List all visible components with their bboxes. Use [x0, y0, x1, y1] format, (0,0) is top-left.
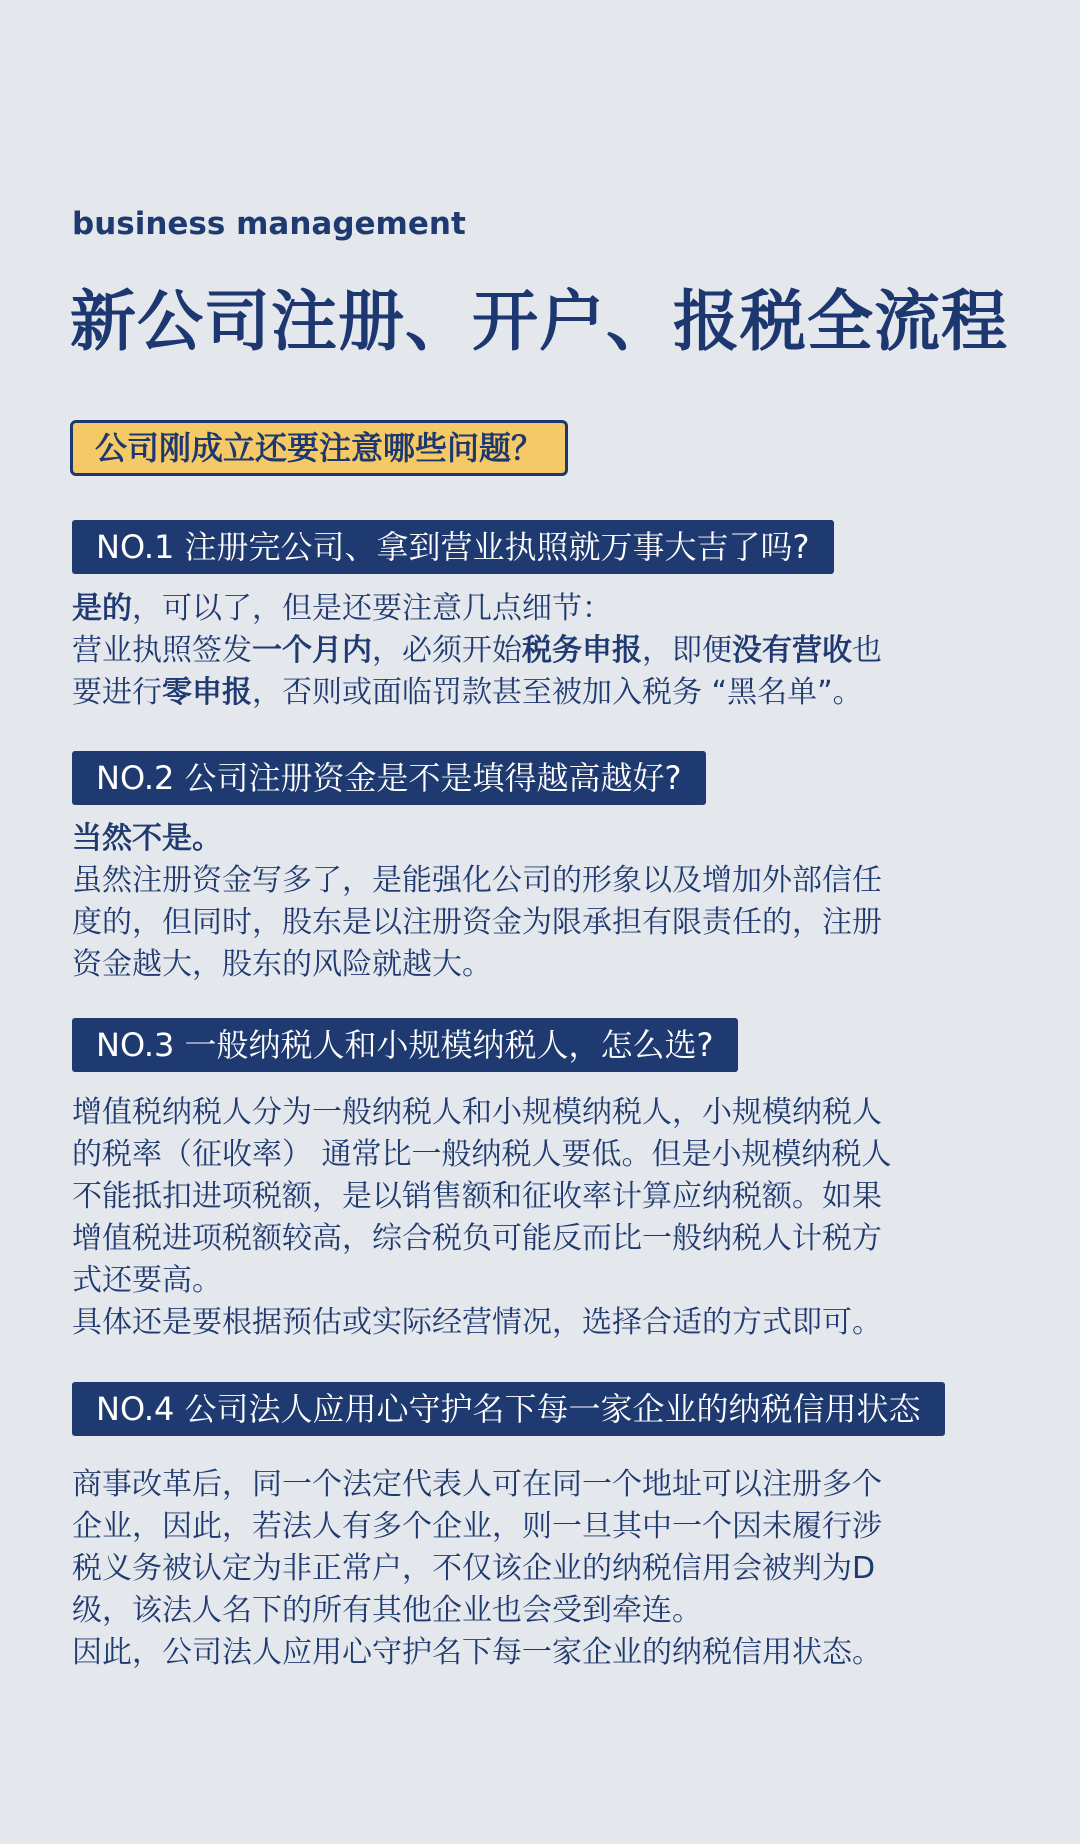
section-3-line-4: 增值税进项税额较高，综合税负可能反而比一般纳税人计税方 [72, 1221, 882, 1256]
section-4-body [72, 1464, 1012, 1674]
section-4-line-4: 级，该法人名下的所有其他企业也会受到牵连。 [72, 1593, 702, 1628]
section-1-line-2: 营业执照签发一个月内，必须开始税务申报，即便没有营收也 [72, 633, 882, 668]
section-1-line-1: 是的，可以了，但是还要注意几点细节： [72, 591, 612, 626]
section-4-line-1: 商事改革后，同一个法定代表人可在同一个地址可以注册多个 [72, 1467, 882, 1502]
section-2-heading: NO.2 公司注册资金是不是填得越高越好? [72, 751, 706, 805]
subtitle-badge: 公司刚成立还要注意哪些问题？ [70, 420, 568, 476]
section-1-line-3: 要进行零申报，否则或面临罚款甚至被加入税务 “黑名单”。 [72, 675, 863, 710]
section-3-line-3: 不能抵扣进项税额，是以销售额和征收率计算应纳税额。如果 [72, 1179, 882, 1214]
section-2-line-2: 虽然注册资金写多了，是能强化公司的形象以及增加外部信任 [72, 863, 882, 898]
section-2-line-3: 度的，但同时，股东是以注册资金为限承担有限责任的，注册 [72, 905, 882, 940]
section-3-line-1: 增值税纳税人分为一般纳税人和小规模纳税人，小规模纳税人 [72, 1095, 882, 1130]
section-3-line-2: 的税率（征收率） 通常比一般纳税人要低。但是小规模纳税人 [72, 1137, 892, 1172]
eyebrow-text: business management [72, 206, 466, 242]
section-3-heading: NO.3 一般纳税人和小规模纳税人，怎么选? [72, 1018, 738, 1072]
section-4-line-2: 企业，因此，若法人有多个企业，则一旦其中一个因未履行涉 [72, 1509, 882, 1544]
section-2-line-4: 资金越大，股东的风险就越大。 [72, 947, 492, 982]
page-title: 新公司注册、开户、报税全流程 [70, 283, 1008, 360]
section-1-heading: NO.1 注册完公司、拿到营业执照就万事大吉了吗? [72, 520, 834, 574]
section-1-body [72, 588, 1012, 714]
section-3-line-5: 式还要高。 [72, 1263, 222, 1298]
section-4-line-5: 因此，公司法人应用心守护名下每一家企业的纳税信用状态。 [72, 1635, 882, 1670]
section-2-body [72, 818, 1012, 986]
section-4-heading: NO.4 公司法人应用心守护名下每一家企业的纳税信用状态 [72, 1382, 945, 1436]
section-3-body [72, 1092, 1012, 1344]
section-2-line-1: 当然不是。 [72, 821, 222, 856]
section-4-line-3: 税义务被认定为非正常户，不仅该企业的纳税信用会被判为D [72, 1551, 876, 1586]
section-3-line-6: 具体还是要根据预估或实际经营情况，选择合适的方式即可。 [72, 1305, 882, 1340]
